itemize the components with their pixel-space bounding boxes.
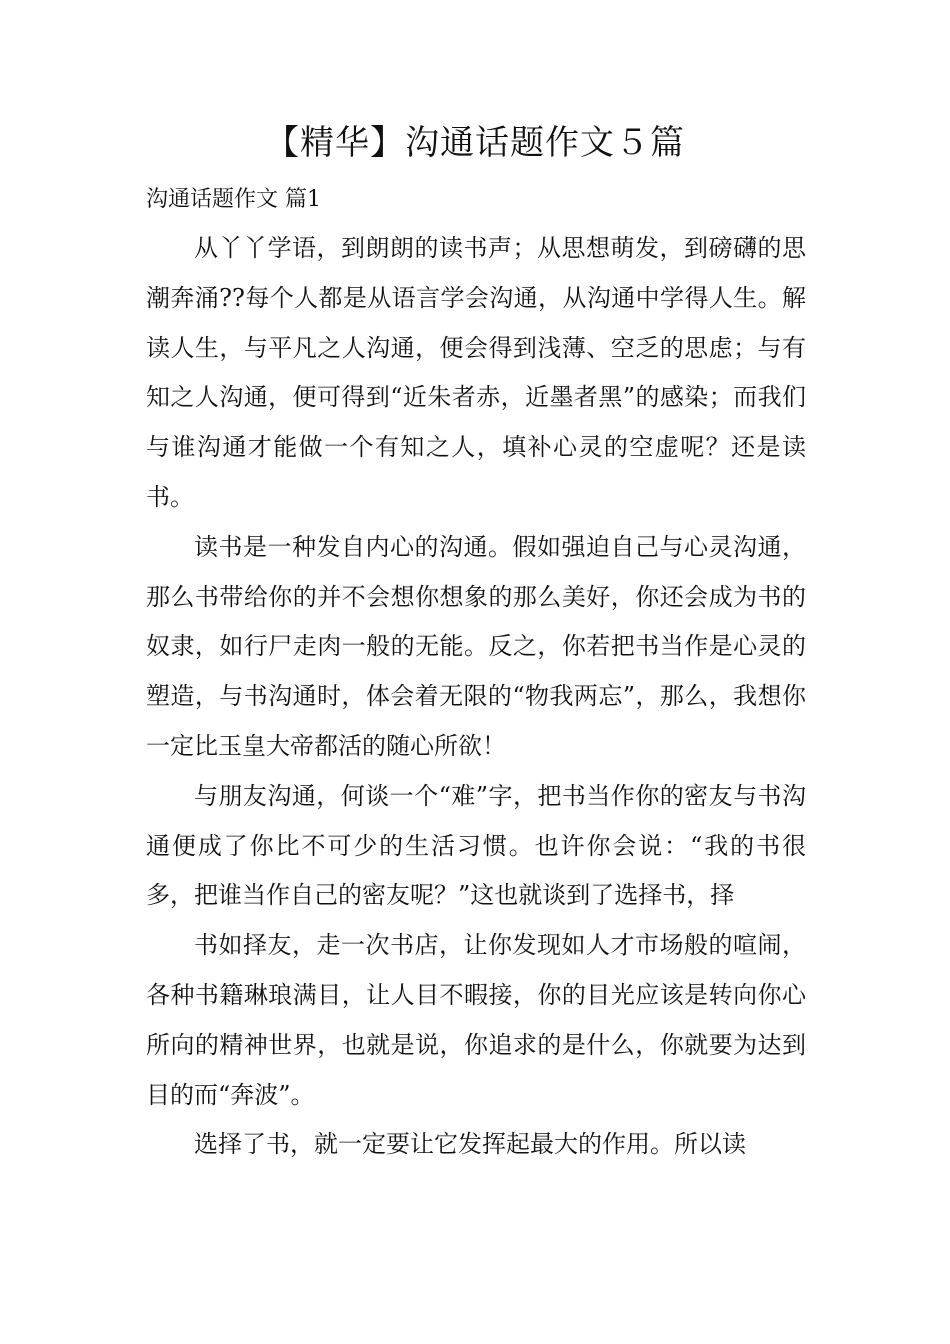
paragraph-5: 选择了书，就一定要让它发挥起最大的作用。所以读 xyxy=(194,1130,746,1159)
paragraph-1: 从丫丫学语，到朗朗的读书声；从思想萌发，到磅礴的思潮奔涌??每个人都是从语言学会沟通，从沟通中学得人生。解读人生，与平凡之人沟通，便会得到浅薄、空乏的思虑；与有知之人沟通，便可得到“近朱者赤，近墨者黑”的感染；而我们与谁沟通才能做一个有知之人，填补心灵的空虚呢？还是读书。 xyxy=(146,234,806,511)
paragraph-4: 书如择友，走一次书店，让你发现如人才市场般的喧闹，各种书籍琳琅满目，让人目不暇接，你的目光应该是转向你心所向的精神世界，也就是说，你追求的是什么，你就要为达到目的而“奔波”。 xyxy=(146,931,806,1109)
paragraph-3: 与朋友沟通，何谈一个“难”字，把书当作你的密友与书沟通便成了你比不可少的生活习惯。也许你会说：“我的书很多，把谁当作自己的密友呢？”这也就谈到了选择书，择 xyxy=(146,781,806,910)
body-text xyxy=(146,224,806,1170)
document-title: 【精华】沟通话题作文５篇 xyxy=(265,123,685,163)
paragraph-2: 读书是一种发自内心的沟通。假如强迫自己与心灵沟通，那么书带给你的并不会想你想象的那么美好，你还会成为书的奴隶，如行尸走肉一般的无能。反之，你若把书当作是心灵的塑造，与书沟通时，体会着无限的“物我两忘”，那么，我想你一定比玉皇大帝都活的随心所欲！ xyxy=(146,532,806,760)
section-title: 沟通话题作文 篇1 xyxy=(146,187,321,212)
